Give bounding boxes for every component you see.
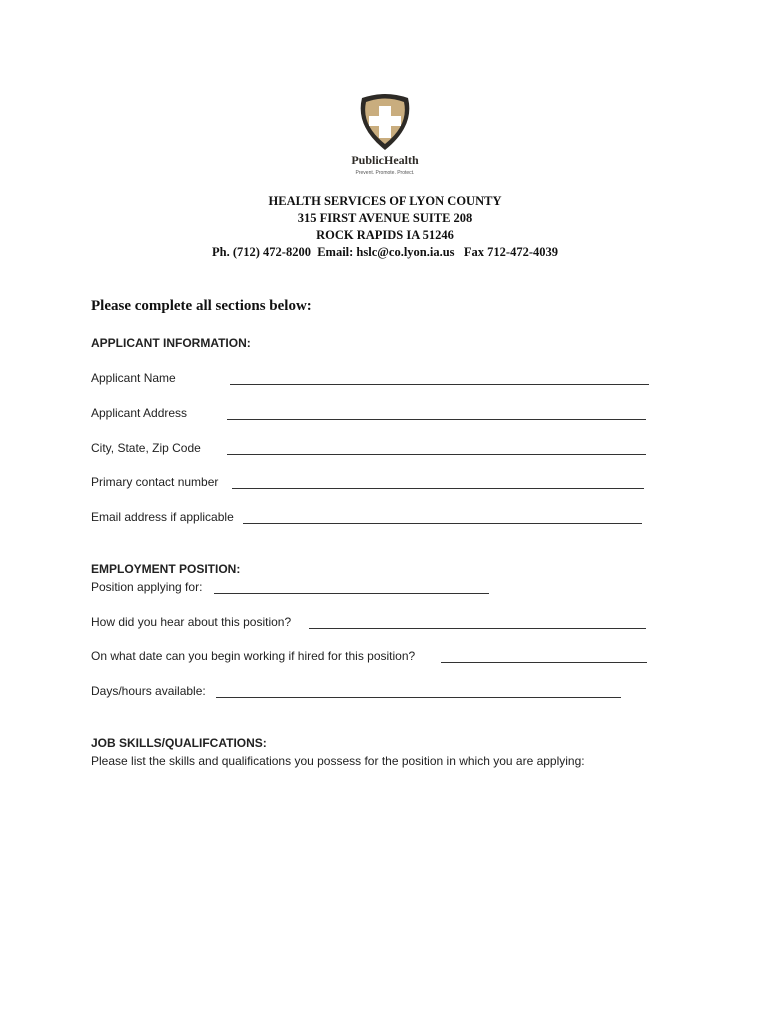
position-label: Position applying for: (91, 580, 203, 594)
applicant-address-field[interactable] (227, 406, 646, 420)
start-date-field[interactable] (441, 649, 647, 663)
email-label: Email address if applicable (91, 510, 234, 524)
address-line-1: 315 FIRST AVENUE SUITE 208 (297, 211, 473, 225)
skills-prompt: Please list the skills and qualifications you possess for the position in which you are applying: (91, 754, 585, 768)
position-field[interactable] (214, 580, 489, 594)
applicant-name-field[interactable] (230, 371, 649, 385)
shield-cross-icon (335, 92, 435, 178)
applicant-section-heading: APPLICANT INFORMATION: (91, 336, 251, 350)
applicant-name-label: Applicant Name (91, 371, 176, 385)
employment-section-heading: EMPLOYMENT POSITION: (91, 562, 241, 576)
logo-brand-text: PublicHealth (351, 153, 419, 167)
availability-field[interactable] (216, 684, 621, 698)
email-field[interactable] (243, 510, 642, 524)
applicant-address-label: Applicant Address (91, 406, 188, 420)
city-state-zip-label: City, State, Zip Code (91, 441, 201, 455)
heard-about-field[interactable] (309, 615, 646, 629)
org-name: HEALTH SERVICES OF LYON COUNTY (268, 194, 502, 208)
heard-about-label: How did you hear about this position? (91, 615, 292, 629)
start-date-label: On what date can you begin working if hired for this position? (91, 649, 416, 663)
public-health-logo (335, 92, 435, 178)
contact-number-field[interactable] (232, 475, 644, 489)
city-state-zip-field[interactable] (227, 441, 646, 455)
skills-section-heading: JOB SKILLS/QUALIFCATIONS: (91, 736, 267, 750)
letterhead (0, 193, 770, 261)
contact-number-label: Primary contact number (91, 475, 219, 489)
form-instructions: Please complete all sections below: (91, 298, 312, 314)
address-line-2: ROCK RAPIDS IA 51246 (316, 228, 454, 242)
contact-line: Ph. (712) 472-8200 Email: hslc@co.lyon.ia.us Fax 712-472-4039 (212, 245, 558, 259)
availability-label: Days/hours available: (91, 684, 206, 698)
logo-tagline: Prevent. Promote. Protect. (355, 170, 415, 176)
